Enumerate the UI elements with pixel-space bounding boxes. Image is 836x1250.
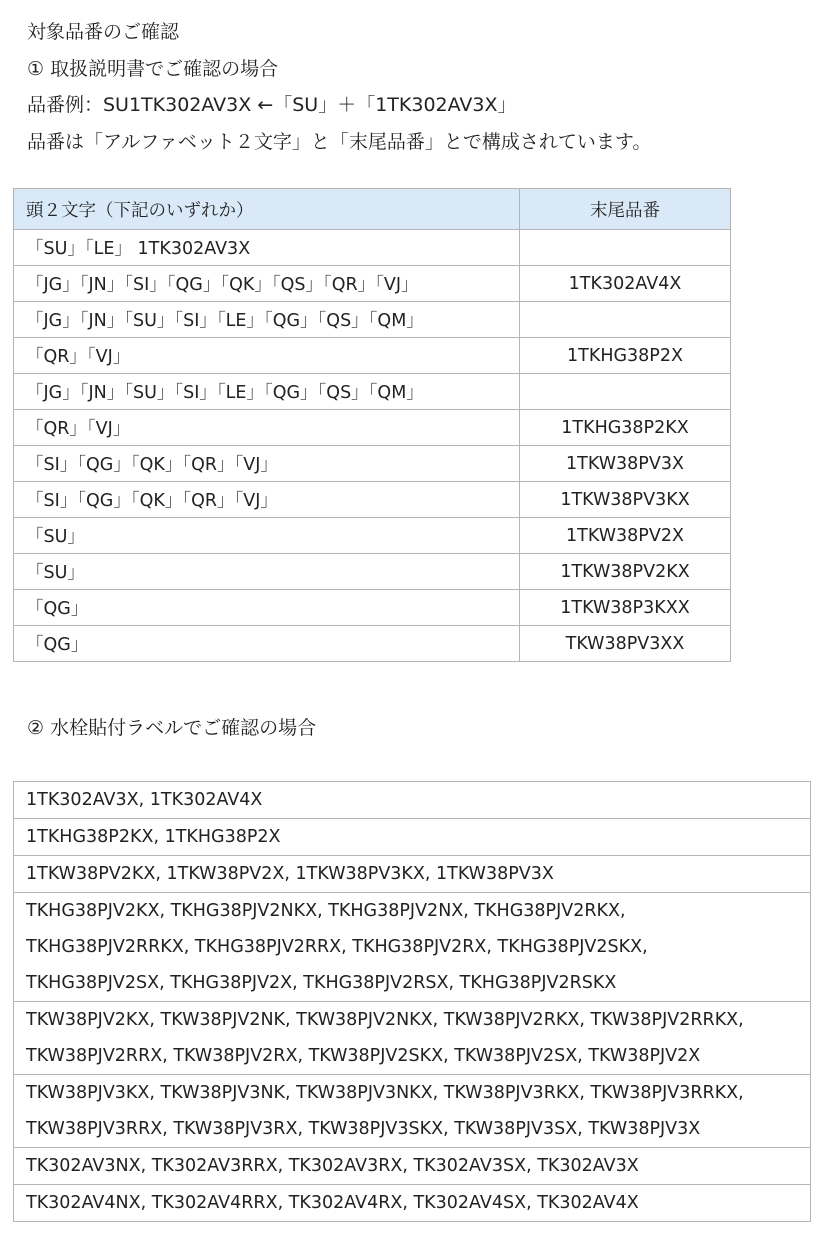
suffix-cell: 1TKW38P3KXX [520,590,731,626]
model-list-cell [14,782,811,819]
table-row [14,518,731,554]
table-row [14,1148,811,1185]
table-row [14,374,731,410]
suffix-cell [520,374,731,410]
label-model-table [13,781,811,1222]
model-list-cell [14,856,811,893]
prefix-cell: 「SU」 [14,554,520,590]
table-row [14,302,731,338]
model-list-line: TKHG38PJV2RRKX, TKHG38PJV2RRX, TKHG38PJV2RX, TKHG38PJV2SKX, [26,937,648,957]
suffix-cell: 1TKW38PV2X [520,518,731,554]
table-row [14,482,731,518]
model-list-line: TKHG38PJV2SX, TKHG38PJV2X, TKHG38PJV2RSX, TKHG38PJV2RSKX [26,973,617,993]
table-row [14,1185,811,1222]
prefix-cell: 「SI」「QG」「QK」「QR」「VJ」 [14,446,520,482]
model-list-line: TKW38PJV3KX, TKW38PJV3NK, TKW38PJV3NKX, TKW38PJV3RKX, TKW38PJV3RRKX, [26,1083,744,1103]
model-list-cell [14,1002,811,1075]
model-number-explanation: 品番は「アルファベット２文字」と「末尾品番」とで構成されています。 [27,130,652,153]
table-row [14,856,811,893]
suffix-cell: 1TK302AV4X [520,266,731,302]
section1-title: ① 取扱説明書でご確認の場合 [27,57,279,80]
suffix-cell [520,230,731,266]
prefix-cell: 「JG」「JN」「SU」「SI」「LE」「QG」「QS」「QM」 [14,374,520,410]
suffix-cell: 1TKHG38P2X [520,338,731,374]
model-list-line: TKW38PJV2RRX, TKW38PJV2RX, TKW38PJV2SKX, TKW38PJV2SX, TKW38PJV2X [26,1046,701,1066]
suffix-cell: 1TKW38PV3X [520,446,731,482]
header-suffix: 末尾品番 [520,189,731,230]
page-title: 対象品番のご確認 [27,21,180,43]
model-list-line: 1TKW38PV2KX, 1TKW38PV2X, 1TKW38PV3KX, 1TKW38PV3X [26,864,554,884]
table-row [14,446,731,482]
prefix-cell: 「SU」 [14,518,520,554]
table-row [14,819,811,856]
model-list-line: TK302AV4NX, TK302AV4RRX, TK302AV4RX, TK302AV4SX, TK302AV4X [26,1193,639,1213]
prefix-cell: 「SU」「LE」 1TK302AV3X [14,230,520,266]
prefix-cell: 「QG」 [14,626,520,662]
table-row [14,266,731,302]
suffix-cell: TKW38PV3XX [520,626,731,662]
model-list-cell [14,893,811,1002]
model-list-line: 1TKHG38P2KX, 1TKHG38P2X [26,827,281,847]
table-row [14,1002,811,1075]
prefix-cell: 「JG」「JN」「SU」「SI」「LE」「QG」「QS」「QM」 [14,302,520,338]
prefix-cell: 「SI」「QG」「QK」「QR」「VJ」 [14,482,520,518]
table-row [14,626,731,662]
prefix-cell: 「QG」 [14,590,520,626]
suffix-cell: 1TKW38PV2KX [520,554,731,590]
model-list-line: 1TK302AV3X, 1TK302AV4X [26,790,263,810]
table-row [14,230,731,266]
prefix-cell: 「QR」「VJ」 [14,338,520,374]
prefix-suffix-table [13,188,731,662]
table-row [14,782,811,819]
model-list-cell [14,819,811,856]
table-row [14,1075,811,1148]
section2-title: ② 水栓貼付ラベルでご確認の場合 [27,717,317,739]
suffix-cell: 1TKHG38P2KX [520,410,731,446]
table-row [14,554,731,590]
model-list-cell [14,1148,811,1185]
table-row [14,590,731,626]
prefix-cell: 「JG」「JN」「SI」「QG」「QK」「QS」「QR」「VJ」 [14,266,520,302]
model-list-line: TKW38PJV3RRX, TKW38PJV3RX, TKW38PJV3SKX, TKW38PJV3SX, TKW38PJV3X [26,1119,701,1139]
suffix-cell [520,302,731,338]
model-list-line: TKHG38PJV2KX, TKHG38PJV2NKX, TKHG38PJV2NX, TKHG38PJV2RKX, [26,901,626,921]
header-prefix: 頭２文字（下記のいずれか） [14,189,520,230]
intro-block [27,14,827,160]
model-number-example: 品番例：SU1TK302AV3X ←「SU」＋「1TK302AV3X」 [27,94,517,116]
suffix-cell: 1TKW38PV3KX [520,482,731,518]
model-list-line: TKW38PJV2KX, TKW38PJV2NK, TKW38PJV2NKX, TKW38PJV2RKX, TKW38PJV2RRKX, [26,1010,744,1030]
table-row [14,338,731,374]
model-list-line: TK302AV3NX, TK302AV3RRX, TK302AV3RX, TK302AV3SX, TK302AV3X [26,1156,639,1176]
table-row [14,893,811,1002]
prefix-cell: 「QR」「VJ」 [14,410,520,446]
model-list-cell [14,1075,811,1148]
table-header-row [14,189,731,230]
model-list-cell [14,1185,811,1222]
table-row [14,410,731,446]
